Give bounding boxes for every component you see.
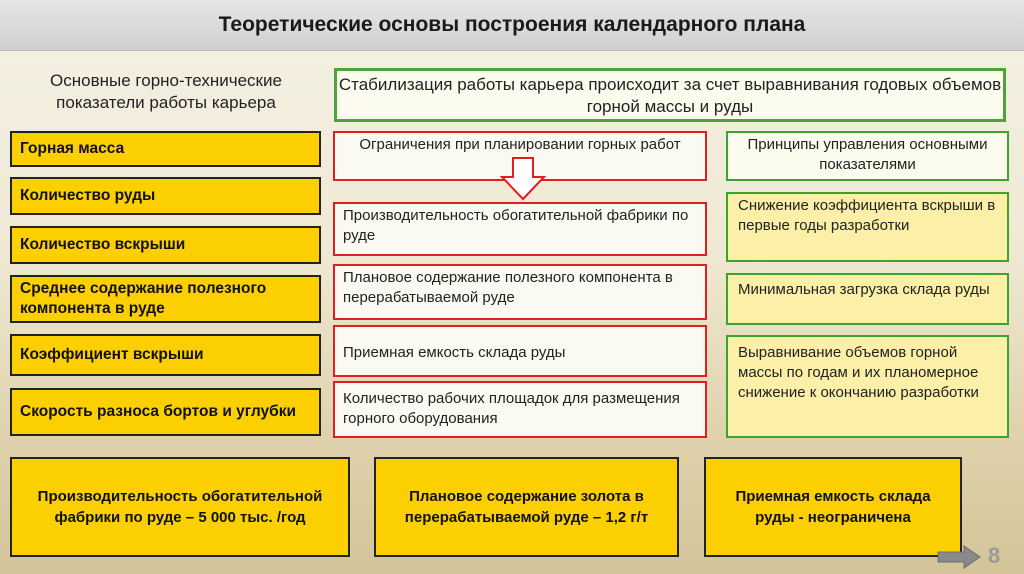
- right-column-heading: Стабилизация работы карьера происходит за счет выравнивания годовых объемов горной массы и руды: [334, 68, 1006, 122]
- left-column-heading: Основные горно-технические показатели работы карьера: [50, 71, 282, 112]
- page-number: 8: [988, 543, 1001, 568]
- constraints-header-box: Ограничения при планировании горных работ: [333, 131, 707, 181]
- indicator-box: Количество вскрыши: [10, 226, 321, 264]
- page-title: Теоретические основы построения календарного плана: [218, 13, 806, 36]
- principle-box: Выравнивание объемов горной массы по годам и их планомерное снижение к окончанию разработки: [726, 335, 1009, 438]
- summary-box: Плановое содержание золота в перерабатываемой руде – 1,2 г/т: [374, 457, 679, 557]
- constraint-box: Приемная емкость склада руды: [333, 325, 707, 377]
- indicator-box: Коэффициент вскрыши: [10, 334, 321, 376]
- constraint-box: Количество рабочих площадок для размещения горного оборудования: [333, 381, 707, 438]
- principle-box: Минимальная загрузка склада руды: [726, 273, 1009, 325]
- constraint-box: Производительность обогатительной фабрики по руде: [333, 202, 707, 256]
- principle-box: Снижение коэффициента вскрыши в первые годы разработки: [726, 192, 1009, 262]
- summary-box: Приемная емкость склада руды - неограничена: [704, 457, 962, 557]
- constraint-box: Плановое содержание полезного компонента в перерабатываемой руде: [333, 264, 707, 320]
- indicator-box: Горная масса: [10, 131, 321, 167]
- indicator-box: Количество руды: [10, 177, 321, 215]
- next-arrow-icon[interactable]: [936, 545, 982, 569]
- principles-header-box: Принципы управления основными показателями: [726, 131, 1009, 181]
- summary-box: Производительность обогатительной фабрики по руде – 5 000 тыс. /год: [10, 457, 350, 557]
- title-bar: [0, 0, 1024, 51]
- indicator-box: Скорость разноса бортов и углубки: [10, 388, 321, 436]
- indicator-box: Среднее содержание полезного компонента в руде: [10, 275, 321, 323]
- down-arrow-icon: [500, 157, 546, 201]
